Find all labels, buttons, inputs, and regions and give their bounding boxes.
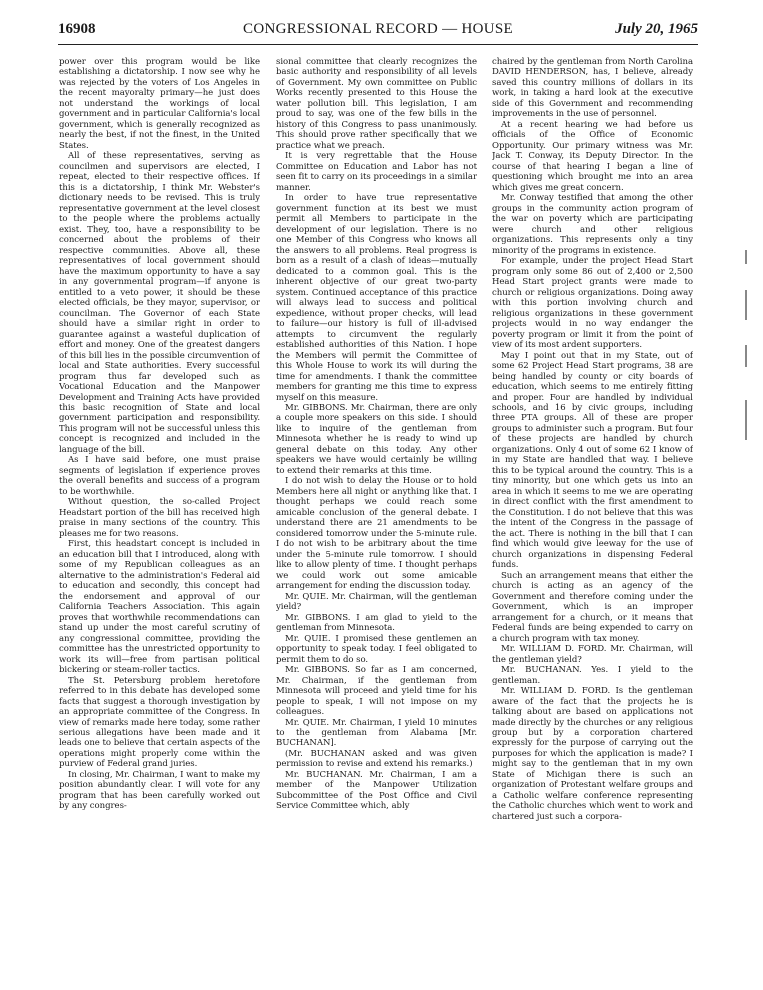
paragraph: Such an arrangement means that either the church is acting as an agency of the Government and therefore coming under the Government, which is an improper arrangement for a church, or it means that Federal funds are being expended to carry on a church program with tax money. [492,570,693,644]
paragraph: At a recent hearing we had before us officials of the Office of Economic Opportunity. Our primary witness was Mr. Jack T. Conway, its Deputy Director. In the course of that hearing I began a line of questioning which brought me into an area which gives me great concern. [492,119,693,193]
page-number: 16908 [58,21,96,37]
paragraph: Mr. BUCHANAN. Mr. Chairman, I am a member of the Manpower Utilization Subcommittee of the Post Office and Civil Service Committee which, ably [276,769,477,812]
paragraph: Mr. WILLIAM D. FORD. Mr. Chairman, will the gentleman yield? [492,644,693,665]
paragraph: Mr. GIBBONS. So far as I am concerned, Mr. Chairman, if the gentleman from Minnesota will proceed and yield time for his people to speak, I will not impose on my colleagues. [276,665,477,718]
paragraph: Without question, the so-called Project Headstart portion of the bill has received high praise in many sections of the country. This pleases me for two reasons. [59,497,260,539]
paragraph: power over this program would be like establishing a dictatorship. I now see why he was rejected by the voters of Los Angeles in the recent mayoralty primary—he just does not understand the workings of local government and in particular California's local government, which is generally recognized as nearly the best, if not the finest, in the United States. [59,57,260,151]
paragraph: In order to have true representative government function at its best we must permit all Members to participate in the development of our legislation. There is no one Member of this Congress who knows all the answers to all problems. Real progress is born as a result of a clash of ideas—mutually dedicated to a common goal. This is the inherent objective of our great two-party system. Continued acceptance of this practice will always lead to success and political expedience, without proper checks, will lead to failure—our history is full of ill-advised attempts to circumvent the regularly established authorities of this Nation. I hope the Members will permit the Committee of this Whole House to work its will during the time for amendments. I thank the committee members for granting me this time to express myself on this measure. [276,193,477,403]
issue-date: July 20, 1965 [615,21,698,37]
paragraph: Mr. WILLIAM D. FORD. Is the gentleman aware of the fact that the projects he is talking about are based on applications not made directly by the churches or any religious group but by a corporation chartered expressly for the purpose of carrying out the purposes for which the application is made? I might say to the gentleman that in my own State of Michigan there is such an organization of Protestant welfare groups and a Catholic welfare conference representing the Catholic churches which went to work and chartered just such a corpora- [492,686,693,822]
publication-title: CONGRESSIONAL RECORD — HOUSE [243,21,513,37]
paragraph: First, this headstart concept is included in an education bill that I introduced, along with some of my Republican colleagues as an alternative to the administration's Federal aid to education and secondly, this concept had the endorsement and approval of our California Teachers Association. This again proves that worthwhile recommendations can stand up under the most careful scrutiny of any congressional committee, providing the committee has the unrestricted opportunity to work its will—free from partisan political bickering or steam-roller tactics. [59,539,260,676]
scan-margin-marks [745,250,751,450]
paragraph: For example, under the project Head Start program only some 86 out of 2,400 or 2,500 Head Start project grants were made to church or religious organizations. Doing away with this portion involving church and religious organizations in these government projects would in no way endanger the poverty program or limit it from the point of view of its most ardent supporters. [492,256,693,351]
scan-mark [745,345,747,367]
paragraph: Mr. Conway testified that among the other groups in the community action program of the war on poverty which are participating were church and other religious organizations. This represents only a tiny minority of the programs in existence. [492,193,693,256]
scan-mark [745,250,747,264]
paragraph: Mr. GIBBONS. Mr. Chairman, there are only a couple more speakers on this side. I should like to inquire of the gentleman from Minnesota whether he is ready to wind up general debate on this today. Any other speakers we have would certainly be willing to extend their remarks at this time. [276,402,477,476]
paragraph: (Mr. BUCHANAN asked and was given permission to revise and extend his remarks.) [276,748,477,770]
paragraph: Mr. BUCHANAN. Yes. I yield to the gentleman. [492,665,693,686]
paragraph: I do not wish to delay the House or to hold Members here all night or anything like that. I thought perhaps we could reach some amicable conclusion of the general debate. I understand there are 21 amendments to be considered tomorrow under the 5-minute rule. I do not wish to be arbitrary about the time under the 5-minute rule tomorrow. I should like to allow plenty of time. I thought perhaps we could work out some amicable arrangement for ending the discussion today. [276,476,477,592]
paragraph: chaired by the gentleman from North Carolina DAVID HENDERSON, has, I believe, already saved this country millions of dollars in its work, in taking a hard look at the executive side of this Government and recommending improvements in the use of personnel. [492,57,693,120]
paragraph: Mr. QUIE. Mr. Chairman, I yield 10 minutes to the gentleman from Alabama [Mr. BUCHANAN]. [276,717,477,749]
paragraph: sional committee that clearly recognizes the basic authority and responsibility of all levels of Government. My own committee on Public Works recently presented to this House the water pollution bill. This legislation, I am proud to say, was one of the few bills in the history of this Congress to pass unanimously. This should prove rather specifically that we practice what we preach. [276,57,477,151]
text-column-3 [492,57,693,982]
text-column-1 [59,57,260,982]
paragraph: In closing, Mr. Chairman, I want to make my position abundantly clear. I will vote for any program that has been carefully worked out by any congres- [59,769,260,812]
paragraph: Mr. QUIE. I promised these gentlemen an opportunity to speak today. I feel obligated to permit them to do so. [276,633,477,665]
scan-mark [745,400,747,440]
text-column-2 [276,57,477,982]
scan-mark [745,290,747,320]
paragraph: It is very regrettable that the House Committee on Education and Labor has not seen fit to carry on its proceedings in a similar manner. [276,151,477,193]
header-rule [58,44,698,45]
paragraph: As I have said before, one must praise segments of legislation if experience proves the overall benefits and success of a program to be worthwhile. [59,455,260,497]
paragraph: The St. Petersburg problem heretofore referred to in this debate has developed some facts that suggest a thorough investigation by an appropriate committee of the Congress. In view of remarks made here today, some rather serious allegations have been made and it leads one to believe that certain aspects of the operations might properly come within the purview of Federal grand juries. [59,675,260,770]
paragraph: Mr. QUIE. Mr. Chairman, will the gentleman yield? [276,591,477,613]
paragraph: May I point out that in my State, out of some 62 Project Head Start programs, 38 are being handled by county or city boards of education, which seems to me entirely fitting and proper. Four are handled by individual schools, and 16 by civic groups, including three PTA groups. All of these are proper groups to administer such a program. But four of these projects are handled by church organizations. Only 4 out of some 62 I know of in my State are handled that way. I believe this to be typical around the country. This is a tiny minority, but one which gets us into an area in which it seems to me we are operating in direct conflict with the first amendment to the Constitution. I do not believe that this was the intent of the Congress in the passage of the act. There is nothing in the bill that I can find which would give leeway for the use of church organizations in dispensing Federal funds. [492,350,693,571]
page-header [58,21,698,41]
paragraph: All of these representatives, serving as councilmen and supervisors are elected, I repeat, elected to their respective offices. If this is a dictatorship, I think Mr. Webster's dictionary needs to be revised. This is truly representative government at the level closest to the people where the problems actually exist. They, too, have a responsibility to be concerned about the problems of their respective communities. Above all, these representatives of local government should have the maximum opportunity to have a say in any governmental program—if anyone is entitled to a veto power, it should be these elected officials, be they mayor, supervisor, or councilman. The Governor of each State should have a similar right in order to guarantee against a wasteful duplication of effort and money. One of the greatest dangers of this bill lies in the possible circumvention of local and State authorities. Every successful program thus far developed such as Vocational Education and the Manpower Development and Training Acts have provided this basic recognition of State and local government participation and responsibility. This program will not be successful unless this concept is recognized and included in the language of the bill. [59,151,260,455]
paragraph: Mr. GIBBONS. I am glad to yield to the gentleman from Minnesota. [276,612,477,634]
